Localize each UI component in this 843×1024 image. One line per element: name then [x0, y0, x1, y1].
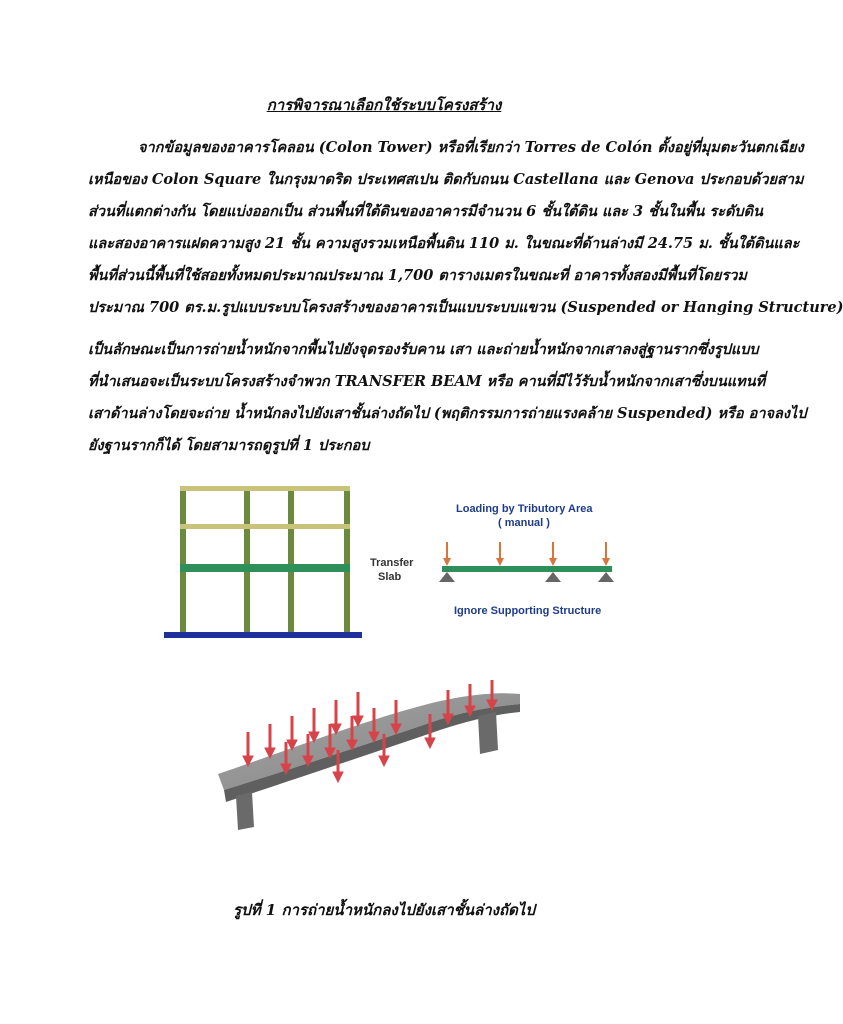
paragraph-2-line: ยังฐานรากก็ได้ โดยสามารถดูรูปที่ 1 ประกอบ: [88, 437, 370, 454]
paragraph-1-line: เหนือของ Colon Square ในกรุงมาดริด ประเทศสเปน ติดกับถนน Castellana และ Genova ประกอบด้วยสาม: [88, 171, 804, 188]
paragraph-2: [88, 334, 807, 462]
ignore-supporting-label: Ignore Supporting Structure: [454, 605, 602, 617]
transfer-slab-diagram: [160, 478, 630, 646]
paragraph-1-line: และสองอาคารแฝดความสูง 21 ชั้น ความสูงรวมเหนือพื้นดิน 110 ม. ในขณะที่ด้านล่างมี 24.75 ม. ชั้นใต้ดินและ: [88, 235, 800, 252]
transfer-label-line1: Transfer: [370, 557, 414, 569]
beam-supports: [439, 572, 614, 582]
load-arrow: [331, 700, 341, 734]
load-arrow: [309, 708, 319, 742]
load-arrow: [443, 542, 451, 566]
document-title: การพิจารณาเลือกใช้ระบบโครงสร้าง: [266, 96, 502, 114]
paragraph-2-line: เสาด้านล่างโดยจะถ่าย น้ำหนักลงไปยังเสาชั้นล่างถัดไป (พฤติกรรมการถ่ายแรงคล้าย Suspended) หรือ อาจลงไป: [88, 405, 807, 422]
slab-support-right: [478, 712, 498, 754]
load-arrow: [602, 542, 610, 566]
transfer-label-line2: Slab: [378, 571, 402, 583]
slab-surface: [218, 693, 520, 790]
paragraph-2-line: เป็นลักษณะเป็นการถ่ายน้ำหนักจากพื้นไปยังจุดรองรับคาน เสา และถ่ายน้ำหนักจากเสาลงสู่ฐานรากซึ่งรูปแบบ: [88, 341, 759, 358]
paragraph-1-line: จากข้อมูลของอาคารโคลอน (Colon Tower) หรือที่เรียกว่า Torres de Colón ตั้งอยู่ที่มุมตะวันตกเฉียง: [138, 139, 804, 156]
paragraph-1: [88, 132, 843, 324]
slab-load-illustration: [208, 662, 528, 834]
loading-title: Loading by Tributory Area: [456, 503, 593, 515]
figure-caption: รูปที่ 1 การถ่ายน้ำหนักลงไปยังเสาชั้นล่างถัดไป: [233, 901, 535, 919]
paragraph-2-line: ที่นำเสนอจะเป็นระบบโครงสร้างจำพวก TRANSFER BEAM หรือ คานที่มีไว้รับน้ำหนักจากเสาซึ่งบนแทนที่: [88, 373, 766, 390]
load-arrow: [265, 724, 275, 758]
load-arrow: [287, 716, 297, 750]
transfer-slab: [180, 564, 350, 572]
building-frame: [164, 486, 362, 638]
loading-subtitle: ( manual ): [498, 517, 550, 529]
paragraph-1-line: ประมาณ 700 ตร.ม.รูปแบบระบบโครงสร้างของอาคารเป็นแบบระบบแขวน (Suspended or Hanging Structure): [88, 299, 843, 316]
foundation-base: [164, 632, 362, 638]
load-arrow: [243, 732, 253, 766]
load-arrow: [496, 542, 504, 566]
paragraph-1-line: ส่วนที่แตกต่างกัน โดยแบ่งออกเป็น ส่วนพื้นที่ใต้ดินของอาคารมีจำนวน 6 ชั้นใต้ดิน และ 3 ชั้นในพื้น ระดับดิน: [88, 203, 763, 220]
load-arrow: [549, 542, 557, 566]
loaded-beam: [442, 566, 612, 572]
load-arrow: [353, 692, 363, 726]
slab-support-left: [236, 792, 254, 830]
load-arrows: [443, 542, 610, 566]
paragraph-1-line: พื้นที่ส่วนนี้พื้นที่ใช้สอยทั้งหมดประมาณประมาณ 1,700 ตารางเมตรในขณะที่ อาคารทั้งสองมีพื้นที่โดยรวม: [88, 267, 747, 284]
